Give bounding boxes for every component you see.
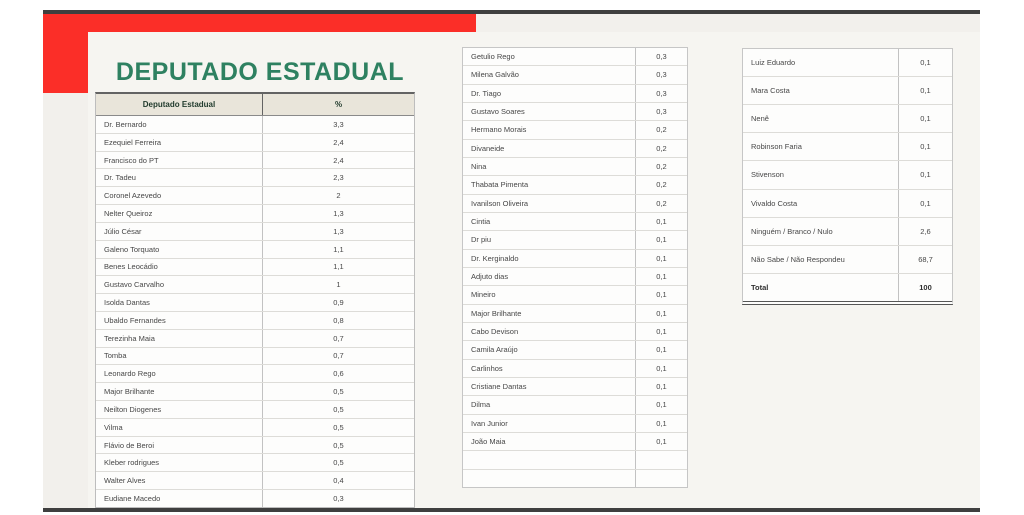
- slide-canvas: [43, 10, 980, 512]
- candidate-name-cell: Gustavo Carvalho: [96, 276, 263, 293]
- table-row: [743, 104, 952, 132]
- percent-cell: 0,7: [333, 351, 344, 361]
- table-row: [96, 240, 414, 258]
- table-row: [96, 347, 414, 365]
- candidate-name-cell: João Maia: [463, 433, 636, 450]
- candidate-name-cell: Ninguém / Branco / Nulo: [743, 218, 899, 245]
- percent-cell: 0,1: [656, 253, 667, 263]
- percent-cell: 0,1: [656, 382, 667, 392]
- percent-cell: 0,5: [333, 387, 344, 397]
- table-row: [463, 212, 687, 230]
- candidate-name-cell: Flávio de Beroi: [96, 437, 263, 454]
- table-row: [96, 436, 414, 454]
- candidate-name-cell: Cristiane Dantas: [463, 378, 636, 395]
- percent-cell: 0,1: [920, 58, 931, 68]
- table-row: [463, 304, 687, 322]
- percent-cell: 0,1: [656, 290, 667, 300]
- candidate-name-cell: Walter Alves: [96, 472, 263, 489]
- percent-cell: 1,3: [333, 208, 344, 218]
- table-row: [96, 133, 414, 151]
- candidate-name-cell: Stivenson: [743, 161, 899, 188]
- candidate-name-cell: Coronel Azevedo: [96, 187, 263, 204]
- candidate-name-cell: Major Brilhante: [463, 305, 636, 322]
- percent-cell: 0,1: [920, 170, 931, 180]
- percent-cell: 0,1: [656, 345, 667, 355]
- percent-cell: 0,4: [333, 476, 344, 486]
- candidate-name-cell: Neilton Diogenes: [96, 401, 263, 418]
- table-row: [463, 84, 687, 102]
- percent-cell: 0,9: [333, 298, 344, 308]
- table-row: [96, 275, 414, 293]
- percent-cell: [636, 451, 687, 468]
- red-accent-horizontal: [43, 14, 476, 32]
- percent-cell: 1,3: [333, 226, 344, 236]
- results-table-summary: [742, 48, 953, 305]
- table-header-row: [96, 94, 414, 116]
- table-row: [463, 157, 687, 175]
- candidate-name-cell: Hermano Morais: [463, 121, 636, 138]
- percent-cell: 0,8: [333, 315, 344, 325]
- table-row: [743, 76, 952, 104]
- table-row: [96, 186, 414, 204]
- candidate-name-cell: Isolda Dantas: [96, 294, 263, 311]
- candidate-name-cell: Robinson Faria: [743, 133, 899, 160]
- table-row: [463, 285, 687, 303]
- candidate-name-cell: Gustavo Soares: [463, 103, 636, 120]
- red-accent-vertical: [43, 14, 88, 93]
- candidate-name-cell: Kleber rodrigues: [96, 454, 263, 471]
- percent-cell: 0,3: [656, 88, 667, 98]
- percent-cell: 0,1: [656, 272, 667, 282]
- percent-cell: 1,1: [333, 262, 344, 272]
- candidate-name-cell: Thabata Pimenta: [463, 176, 636, 193]
- percent-cell: 0,3: [656, 52, 667, 62]
- table-row: [96, 168, 414, 186]
- candidate-name-cell: [463, 470, 636, 487]
- candidate-name-cell: Mara Costa: [743, 77, 899, 104]
- candidate-name-cell: Vilma: [96, 419, 263, 436]
- table-row: [96, 329, 414, 347]
- candidate-name-cell: Dr. Kerginaldo: [463, 250, 636, 267]
- candidate-name-cell: Não Sabe / Não Respondeu: [743, 246, 899, 273]
- candidate-name-cell: Divaneide: [463, 140, 636, 157]
- table-row: [96, 453, 414, 471]
- percent-cell: 0,1: [656, 235, 667, 245]
- percent-cell: 0,2: [656, 125, 667, 135]
- candidate-name-cell: Ivan Junior: [463, 415, 636, 432]
- percent-cell: 0,7: [333, 333, 344, 343]
- table-row: [743, 217, 952, 245]
- candidate-name-cell: Luiz Eduardo: [743, 49, 899, 76]
- percent-cell: 0,1: [656, 400, 667, 410]
- percent-cell: 0,1: [920, 114, 931, 124]
- candidate-name-cell: Nenê: [743, 105, 899, 132]
- percent-cell: 0,1: [920, 86, 931, 96]
- table-row: [463, 377, 687, 395]
- table-row: [96, 116, 414, 133]
- results-table-continued: [462, 47, 688, 488]
- candidate-name-cell: Major Brilhante: [96, 383, 263, 400]
- table-row: [463, 249, 687, 267]
- table-row: [463, 414, 687, 432]
- percent-cell: 0,6: [333, 369, 344, 379]
- candidate-name-cell: Cintia: [463, 213, 636, 230]
- candidate-name-cell: Carlinhos: [463, 360, 636, 377]
- table-row: [463, 359, 687, 377]
- table-row: [463, 230, 687, 248]
- candidate-name-cell: Ivanilson Oliveira: [463, 195, 636, 212]
- percent-cell: 3,3: [333, 119, 344, 129]
- percent-cell: 100: [919, 282, 932, 292]
- percent-cell: 0,5: [333, 440, 344, 450]
- results-table-main: [95, 92, 415, 508]
- candidate-name-cell: Eudiane Macedo: [96, 490, 263, 507]
- table-row: [96, 222, 414, 240]
- percent-cell: 2,6: [920, 226, 931, 236]
- table-row: [743, 245, 952, 273]
- table-row: [96, 471, 414, 489]
- table-row: [463, 102, 687, 120]
- header-percent-column: %: [334, 100, 343, 109]
- percent-cell: 2,3: [333, 173, 344, 183]
- percent-cell: 2,4: [333, 137, 344, 147]
- table-row: [96, 311, 414, 329]
- table-row: [463, 267, 687, 285]
- candidate-name-cell: Benes Leocádio: [96, 259, 263, 276]
- table-row: [96, 258, 414, 276]
- table-row: [463, 322, 687, 340]
- candidate-name-cell: Cabo Devison: [463, 323, 636, 340]
- candidate-name-cell: Milena Galvão: [463, 66, 636, 83]
- candidate-name-cell: Galeno Torquato: [96, 241, 263, 258]
- table-row: [743, 273, 952, 301]
- candidate-name-cell: Total: [743, 274, 899, 301]
- candidate-name-cell: Nelter Queiroz: [96, 205, 263, 222]
- candidate-name-cell: Tomba: [96, 348, 263, 365]
- header-candidate-column: Deputado Estadual: [96, 94, 263, 115]
- candidate-name-cell: Mineiro: [463, 286, 636, 303]
- percent-cell: 0,3: [656, 70, 667, 80]
- percent-cell: 0,1: [920, 198, 931, 208]
- table-row: [96, 204, 414, 222]
- table-row: [463, 450, 687, 468]
- table-row: [463, 65, 687, 83]
- candidate-name-cell: Dr. Tiago: [463, 85, 636, 102]
- percent-cell: 0,3: [333, 493, 344, 503]
- candidate-name-cell: Dr. Bernardo: [96, 116, 263, 133]
- candidate-name-cell: Ezequiel Ferreira: [96, 134, 263, 151]
- percent-cell: 0,3: [656, 107, 667, 117]
- table-row: [463, 395, 687, 413]
- table-row: [96, 364, 414, 382]
- bottom-frame-bar: [43, 508, 980, 512]
- table-row: [743, 49, 952, 76]
- table-row: [463, 432, 687, 450]
- percent-cell: 0,1: [656, 327, 667, 337]
- table-row: [96, 293, 414, 311]
- table-row: [463, 175, 687, 193]
- percent-cell: 2,4: [333, 155, 344, 165]
- percent-cell: 0,1: [656, 437, 667, 447]
- table-row: [463, 340, 687, 358]
- percent-cell: 0,2: [656, 198, 667, 208]
- table-row: [463, 469, 687, 487]
- percent-cell: 1,1: [333, 244, 344, 254]
- candidate-name-cell: [463, 451, 636, 468]
- candidate-name-cell: Getulio Rego: [463, 48, 636, 65]
- table-row: [463, 120, 687, 138]
- percent-cell: 0,5: [333, 422, 344, 432]
- percent-cell: 0,1: [920, 142, 931, 152]
- percent-cell: 0,2: [656, 162, 667, 172]
- table-row: [463, 48, 687, 65]
- candidate-name-cell: Leonardo Rego: [96, 365, 263, 382]
- candidate-name-cell: Nina: [463, 158, 636, 175]
- candidate-name-cell: Ubaldo Fernandes: [96, 312, 263, 329]
- page-title: DEPUTADO ESTADUAL: [115, 58, 405, 86]
- percent-cell: [636, 470, 687, 487]
- table-row: [743, 189, 952, 217]
- candidate-name-cell: Dr piu: [463, 231, 636, 248]
- percent-cell: 68,7: [918, 254, 933, 264]
- percent-cell: 0,1: [656, 418, 667, 428]
- percent-cell: 0,5: [333, 404, 344, 414]
- table-row: [743, 132, 952, 160]
- table-row: [743, 160, 952, 188]
- table-row: [463, 139, 687, 157]
- percent-cell: 0,2: [656, 143, 667, 153]
- candidate-name-cell: Júlio César: [96, 223, 263, 240]
- table-row: [96, 418, 414, 436]
- table-row: [96, 382, 414, 400]
- candidate-name-cell: Camila Araújo: [463, 341, 636, 358]
- percent-cell: 0,2: [656, 180, 667, 190]
- percent-cell: 0,1: [656, 217, 667, 227]
- candidate-name-cell: Adjuto dias: [463, 268, 636, 285]
- percent-cell: 0,5: [333, 458, 344, 468]
- candidate-name-cell: Vivaldo Costa: [743, 190, 899, 217]
- table-row: [96, 151, 414, 169]
- candidate-name-cell: Dr. Tadeu: [96, 169, 263, 186]
- percent-cell: 2: [336, 191, 341, 201]
- candidate-name-cell: Francisco do PT: [96, 152, 263, 169]
- table-row: [463, 194, 687, 212]
- candidate-name-cell: Dilma: [463, 396, 636, 413]
- candidate-name-cell: Terezinha Maia: [96, 330, 263, 347]
- percent-cell: 1: [336, 280, 341, 290]
- table-row: [96, 489, 414, 507]
- percent-cell: 0,1: [656, 308, 667, 318]
- table-row: [96, 400, 414, 418]
- percent-cell: 0,1: [656, 363, 667, 373]
